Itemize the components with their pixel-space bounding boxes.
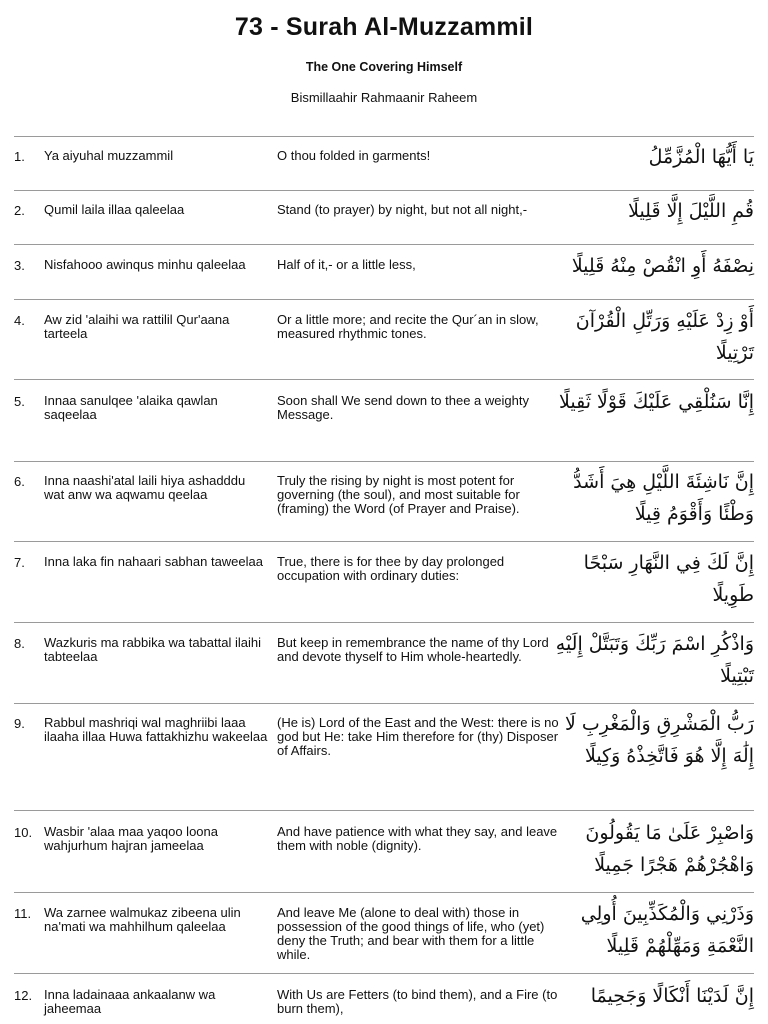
verse-transliteration: Wasbir 'alaa maa yaqoo loona wahjurhum hajran jameelaa (44, 824, 218, 853)
verse-transliteration: Inna ladainaaa ankaalanw wa jaheemaa (44, 987, 216, 1016)
verse-transliteration: Wazkuris ma rabbika wa tabattal ilaihi tabteelaa (44, 635, 261, 664)
verse-arabic: قُمِ اللَّيْلَ إِلَّا قَلِيلًا (628, 200, 754, 222)
row-divider (14, 892, 754, 893)
verse-arabic: إِنَّا سَنُلْقِي عَلَيْكَ قَوْلًا ثَقِيلًا (559, 391, 754, 413)
verse-transliteration: Innaa sanulqee 'alaika qawlan saqeelaa (44, 393, 218, 422)
verse-number: 9. (14, 716, 25, 731)
row-divider (14, 299, 754, 300)
verse-transliteration: Ya aiyuhal muzzammil (44, 148, 174, 163)
row-divider (14, 190, 754, 191)
page-title: 73 - Surah Al-Muzzammil (234, 13, 534, 41)
verse-number: 8. (14, 636, 25, 651)
verse-transliteration: Inna naashi'atal laili hiya ashadddu wat anw wa aqwamu qeelaa (44, 473, 246, 502)
verse-number: 4. (14, 313, 25, 328)
verse-arabic: إِنَّ نَاشِئَةَ اللَّيْلِ هِيَ أَشَدُّ وَطْئًا وَأَقْوَمُ قِيلًا (573, 471, 754, 525)
verse-number: 12. (14, 988, 33, 1003)
verse-arabic: إِنَّ لَدَيْنَا أَنْكَالًا وَجَحِيمًا (590, 985, 754, 1007)
verse-translation: And have patience with what they say, and leave them with noble (dignity). (277, 824, 558, 853)
verse-translation: Stand (to prayer) by night, but not all night,- (277, 202, 528, 217)
row-divider (14, 136, 754, 137)
verse-translation: O thou folded in garments! (277, 148, 431, 163)
verse-translation: With Us are Fetters (to bind them), and a Fire (to burn them), (277, 987, 558, 1016)
surah-subtitle: The One Covering Himself (305, 60, 463, 74)
row-divider (14, 810, 754, 811)
verse-translation: Half of it,- or a little less, (277, 257, 416, 272)
verse-number: 3. (14, 258, 25, 273)
verse-translation: But keep in remembrance the name of thy Lord and devote thyself to Him whole-heartedly. (277, 635, 549, 664)
verse-translation: Or a little more; and recite the Qur´an in slow, measured rhythmic tones. (277, 312, 539, 341)
verse-transliteration: Wa zarnee walmukaz zibeena ulin na'mati wa mahhilhum qaleelaa (44, 905, 241, 934)
verse-number: 10. (14, 825, 33, 840)
verse-arabic: وَذَرْنِي وَالْمُكَذِّبِينَ أُولِي النَّعْمَةِ وَمَهِّلْهُمْ قَلِيلًا (580, 903, 754, 957)
bismillah-line: Bismillaahir Rahmaanir Raheem (290, 90, 478, 105)
verse-transliteration: Qumil laila illaa qaleelaa (44, 202, 185, 217)
verse-translation: Truly the rising by night is most potent for governing (the soul), and most suitable for (framing) the Word (of Prayer and Praise). (277, 473, 520, 516)
verse-translation: Soon shall We send down to thee a weighty Message. (277, 393, 529, 422)
row-divider (14, 622, 754, 623)
row-divider (14, 244, 754, 245)
verse-arabic: وَاذْكُرِ اسْمَ رَبِّكَ وَتَبَتَّلْ إِلَيْهِ تَبْتِيلًا (555, 633, 754, 687)
row-divider (14, 379, 754, 380)
verse-arabic: إِنَّ لَكَ فِي النَّهَارِ سَبْحًا طَوِيلًا (583, 552, 754, 606)
verse-arabic: نِصْفَهُ أَوِ انْقُصْ مِنْهُ قَلِيلًا (571, 255, 754, 277)
verse-transliteration: Rabbul mashriqi wal maghriibi laaa ilaaha illaa Huwa fattakhizhu wakeelaa (44, 715, 268, 744)
verse-arabic: وَاصْبِرْ عَلَىٰ مَا يَقُولُونَ وَاهْجُرْهُمْ هَجْرًا جَمِيلًا (585, 822, 754, 876)
verse-number: 5. (14, 394, 25, 409)
row-divider (14, 703, 754, 704)
row-divider (14, 541, 754, 542)
verse-transliteration: Inna laka fin nahaari sabhan taweelaa (44, 554, 263, 569)
verse-number: 2. (14, 203, 25, 218)
verse-arabic: رَبُّ الْمَشْرِقِ وَالْمَغْرِبِ لَا إِلَٰهَ إِلَّا هُوَ فَاتَّخِذْهُ وَكِيلًا (564, 713, 754, 767)
verse-number: 1. (14, 149, 25, 164)
verse-number: 11. (14, 906, 32, 921)
verse-arabic: يَا أَيُّهَا الْمُزَّمِّلُ (648, 146, 754, 168)
row-divider (14, 461, 754, 462)
verse-number: 6. (14, 474, 25, 489)
verse-arabic: أَوْ زِدْ عَلَيْهِ وَرَتِّلِ الْقُرْآنَ تَرْتِيلًا (575, 310, 754, 364)
verse-number: 7. (14, 555, 25, 570)
verse-translation: (He is) Lord of the East and the West: there is no god but He: take Him therefore for (thy) Disposer of Affairs. (277, 715, 559, 758)
verse-translation: And leave Me (alone to deal with) those in possession of the good things of life, who (yet) deny the Truth; and bear with them for a little while. (277, 905, 545, 962)
verse-transliteration: Nisfahooo awinqus minhu qaleelaa (44, 257, 246, 272)
row-divider (14, 973, 754, 974)
verse-transliteration: Aw zid 'alaihi wa rattilil Qur'aana tarteela (44, 312, 230, 341)
verse-translation: True, there is for thee by day prolonged occupation with ordinary duties: (277, 554, 505, 583)
